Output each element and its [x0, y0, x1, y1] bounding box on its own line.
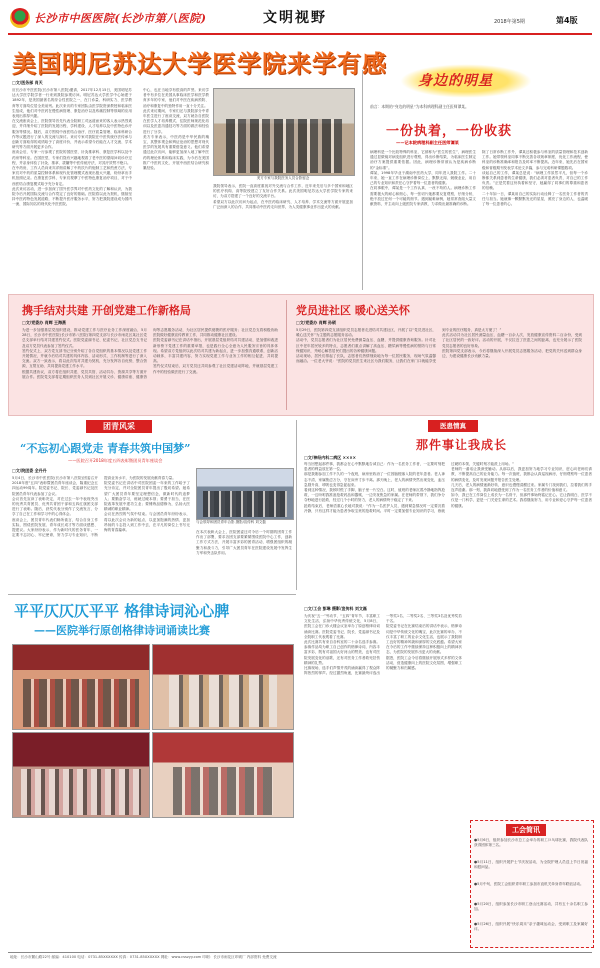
poetry-body: 为庆祝“五一”劳动节、“五四”青年节，丰富职工文化生活，弘扬中华优秀传统文化，5月8日，医院工会在门诊大楼会议室举办了原创格律诗词诵读比赛。医院党委书记、院长、党委副书记及全院职工代表观看了比赛。 此次比赛共有来自各科室的二十余名选手参赛。参赛作品均为职工自己创作的格律诗词，内容丰富多彩，既有对祖国大好河山的赞美，也有对医院发展变化的讴歌，还有对医务工作者救死扶伤精神的礼赞。 比赛现场，选手们声情并茂的诵读赢得了观众阵阵热烈的掌声。经过激烈角逐，比赛最终评选出一等奖1名、二等奖2名、三等奖3名及优秀奖若干名。 院党委书记在比赛结束后的讲话中表示，格律诗词是中华传统文化的瑰宝，此次比赛的举办，不仅丰富了职工的业余文化生活，也展示了我院职工良好的精神风貌和深厚的文化底蕴。希望大家在今后的工作中继续保持这种积极向上的精神状态，为医院的发展作出更大的贡献。 据悉，医院工会今后将继续开展形式多样的文体活动，营造健康向上的医院文化氛围，增强职工的凝聚力和归属感。: [304, 614, 462, 676]
star-subtitle: ——记本院病理科副主任医师谭某: [396, 140, 459, 145]
youth-title: “不忘初心跟党走 青春共筑中国梦”: [20, 442, 191, 455]
lead-body-col3: 我院领导表示，医院一直高度重视对外交流与合作工作，近年来先后与多个国家和地区的医疗机构、高等院校建立了友好合作关系。此次美国明尼苏达大学医学院专家的来访，为双方搭建了一个良好的交流平台。 希望双方以此次访问为起点，在中医药临床研究、人才培养、学术交流等方面开展更加广泛而深入的合作，共同推动中医药走向世界，为人类健康事业作出更大的贡献。: [213, 184, 353, 209]
story-title: 那件事让我成长: [416, 438, 508, 452]
podium-silhouettes: [173, 767, 273, 815]
header-rule: [8, 33, 592, 35]
story-byline: □文/神经内科二病区 ××××: [304, 455, 357, 460]
people-silhouettes: [226, 119, 342, 173]
youth-photo: [196, 468, 294, 520]
section-rule: [8, 594, 296, 595]
story-body: 每当回想起那件事，我都会在心中默默地告诫自己：作为一名医务工作者，一定要时刻把患者的利益放在第一位。 那是我刚参加工作不久的一个夜班，病房里收治了一位因脑梗塞入院的老年患者。老人神志不清，家属焦虑万分，守在床旁寸步不离。那天晚上，老人的病情突然出现变化，血压急剧升高，呼吸也变得急促起来。 看到这种情况，我顿时慌了手脚，脑子里一片空白。这时，值班的老师沉着冷静地指挥抢救，一边吩咐我准备抢救药品和器械，一边安抚焦急的家属。在老师的带领下，我们争分夺秒地进行抢救，经过几个小时的努力，老人的病情终于稳定了下来。 抢救结束后，老师语重心长地对我说：“作为一名医护人员，遇到紧急情况时一定要沉着冷静，只有这样才能为患者争取宝贵的抢救时间。平时一定要加强专业知识的学习，练就过硬的本领，关键时刻才能派上用场。” 老师的一番话让我深受触动。从那以后，我更加努力地学习专业知识，虚心向老师们请教，不断提高自己的业务能力。每一次值班，我都会认真巡视病房，仔细观察每一位患者的病情变化，及时发现问题并报告医生处理。 几天后，老人的病情逐渐好转，意识也慢慢清醒过来。家属专门找到我们，拉着我们的手连声道谢。那一刻，我真切地感受到了作为一名医务工作者的价值和意义。 如今，我已在工作岗位上成长为一名骨干，但那件事始终铭记在心。它让我明白，医学不仅是一门科学，更是一门关爱生命的艺术。我将继续努力，用专业和爱心守护每一位患者的健康。: [304, 462, 592, 513]
lead-body-col1: 应长沙市中医医院(长沙市第八医院)邀请，2017年12月15日，美国明尼苏达大学医学院学者一行来到我院参观访问。明尼苏达大学医学中心始建于1892年，是美国最著名的综合性医院之一，在门诊量、科研实力、医学教育等方面均位居全美前列。此次来访的专家团队由医学院资深教授和临床医生组成，他们对中医药在慢性病管理、康复治疗以及疼痛控制等领域的应用表现出浓厚兴趣。 在交流座谈会上，医院领导首先代表全院职工对远道而来的客人表示热烈欢迎，并详细介绍了医院的发展历程、学科建设、人才培养以及中医特色诊疗服务等情况。随后，双方围绕中西医结合治疗、医疗质量管理、临床科研合作等议题进行了深入的交流与探讨。来访专家对我院在中医传统疗法传承与创新方面取得的成绩给予了高度评价，并表示希望今后能在人才交流、学术研究等方面开展更多合作。 座谈会后，专家一行参观了医院的国医堂、针灸推拿科、康复医学科以及中药房等科室。在国医堂，专家们饶有兴趣地观看了老中医的望闻问切诊疗过程，并亲身体验了针灸、推拿、拔罐等中医传统疗法，对其疗效赞不绝口。 在中药房，工作人员向来宾详细讲解了中药饮片的炮制工艺和煎煮方法，专家们对中药的质量控制体系和现代化管理模式表现出极大兴趣，纷纷拿出手机拍照记录。在康复医学科，专家们观摩了中医特色康复治疗项目，对于中西医结合康复模式给予充分肯定。 此次来访活动，进一步加深了国外医学界对中医药文化的了解和认识，为我院今后开展国际交流与合作奠定了良好的基础。医院将以此为契机，继续坚持中医药特色发展道路，不断提升医疗服务水平，努力把我院建设成为国内一流、国际知名的现代化中医医院。: [12, 88, 132, 207]
poetry-subtitle: ——医院举行原创格律诗词诵读比赛: [34, 624, 210, 637]
issue-number: 2018年第5期: [494, 19, 525, 25]
lead-title: 美国明尼苏达大学医学院来学有感: [12, 49, 387, 78]
lead-byline: □文/医务部 肖天: [12, 80, 43, 85]
mid-left-body: 为进一步加强基层党组织建设，推动党建工作与医疗业务工作深度融合，5月28日，长沙市中医医院(长沙市第八医院)第四党支部与长沙市雨花区某社区党总支部举行结对共建签约仪式。医院党委副书记、纪委书记，社区党总支书记及双方党员代表参加了签约仪式。 签约仪式上，双方党支部书记分别介绍了各自党组织的基本情况以及党建工作开展情况，并就今后结对共建的具体内容、活动形式、工作机制等进行了深入交流。双方一致表示，将以此次结对共建为契机，充分发挥各自优势，整合资源，互帮互助，共同提高党建工作水平。 根据共建协议，双方将在组织共建、党员共管、活动共办、资源共享等方面开展合作。医院党支部将定期组织医务人员到社区开展义诊、健康讲座、健康咨询等志愿服务活动，为社区居民提供便捷的医疗服务；社区党总支将积极协助医院做好健康宣传教育工作，共同推动健康社区建设。 医院党委副书记在讲话中指出，开展基层党组织结对共建活动，是加强和改进新形势下党建工作的重要举措，也是践行全心全意为人民服务宗旨的具体体现。希望双方党组织以此次结对共建为新起点，进一步加强沟通联系，创新活动载体，丰富共建内容，努力实现党建工作与业务工作的相互促进、共同提高。 签约仪式结束后，双方党员还共同参观了社区党建活动阵地，并就基层党建工作中的经验做法进行了交流。: [22, 328, 278, 379]
info-box-title: 工会简讯: [506, 824, 546, 836]
lead-photo-caption: 美方专家与我院医务人员合影留念: [256, 176, 310, 180]
mid-left-byline: □文/党委办 肖辉 王海燕: [22, 320, 67, 325]
mid-divider: [286, 300, 287, 410]
youth-body2: 在本次表彰大会上，医院团委还对今后一个时期的团青工作作出了部署，要求各团支部要紧紧围绕医院中心工作，创新工作方式方法，开展丰富多彩的团青活动，增强团组织的凝聚力和战斗力，引导广大团员青年在医院建设发展中发挥生力军和突击队作用。: [196, 530, 292, 555]
lead-body-col2: 中心，也在当地享有很高的声誉。来访学者中有多位在美国从事临床医学和医学教育多年的专家，他们对中医在疾病预防、治疗和康复中的独特作用一直十分关注。 此次来访期间，专家们还与我院部分中青年医生进行了座谈交流，双方就各自医院在医学人才培养模式、住院医师规范化培训以及医患沟通技巧等方面的做法和经验进行了分享。 美方专家表示，中医药是中华民族的瑰宝，其整体观念和辨证论治的思想对现代医学的发展具有重要借鉴意义。他们希望通过此次访问，能够更加深入地了解中医药的理论体系和临床实践，为今后在美国推广中医药文化、开展中西医结合研究积累经验。: [143, 88, 209, 171]
poetry-title: 平平仄仄仄平平 格律诗词沁心脾: [14, 602, 230, 620]
column-divider: [296, 420, 297, 590]
info-item-5: ●5月26日，组织开展“快乐周末”亲子趣味运动会，受到职工及家属好评。: [474, 922, 588, 932]
hospital-logo-icon: [10, 8, 30, 28]
masthead: [8, 4, 592, 32]
performer-silhouettes: [169, 675, 277, 727]
star-lead-line: 前言：本期的“身边的明星”为本科病理科副主任医师谭某。: [370, 104, 469, 109]
poetry-photo-3: [12, 732, 150, 818]
mid-right-title: 党员进社区 暖心送关怀: [296, 304, 410, 317]
poetry-photo-1: [12, 644, 150, 730]
page-number: 第4版: [556, 16, 578, 25]
star-body: 病理科是一个比较特殊的科室，它被称为“医生的医生”，病理医生通过显微镜对病变组织进行观察，得出诊断结果，为临床医生制定治疗方案提供重要依据。因此，病理诊断常被认为是疾病诊断的“金标准”。 谭某，1998年毕业于湖南中医药大学，同年进入我院工作。二十年来，她一直工作在病理诊断岗位上，默默无闻、兢兢业业，用自己的专业知识和责任心守护着每一位患者的健康。 在同事眼中，谭某是一个工作认真、一丝不苟的人。病理诊断工作需要极大的耐心和细心，每一张切片她都要反复观察，仔细分析，绝不放过任何一个可疑的细节。遇到疑难病例，她常常查阅大量文献资料，并主动向上级医院专家请教，力求做出最准确的诊断。 除了日常诊断工作外，谭某还积极参与科室的质量管理和技术创新工作。她带领科室同事不断完善各项规章制度，优化工作流程，使科室的诊断准确率和报告及时率不断提高。近年来，她先后在国家级和省级期刊发表学术论文多篇，参与完成科研课题数项。 谈起自己的工作，谭某总是说：“病理工作虽然平凡，但每一个诊断都关系到患者的生命健康，我们必须对患者负责，对自己的工作负责。”正是凭着这份执着和坚守，她赢得了同事们的尊重和患者的信赖。 二十年如一日，谭某用自己的实际行动诠释了一名医务工作者的责任与担当。她就像一颗默默发光的星星，照亮了身边的人，也温暖了每一位患者的心。: [370, 150, 588, 207]
lead-photo: [213, 88, 355, 176]
youth-byline: □文/院团委 全丹丹: [12, 468, 47, 473]
poetry-photo-4: [152, 732, 294, 818]
poetry-photo-2: [152, 644, 294, 730]
youth-body: 5月4日，长沙市中医医院(长沙市第八医院)团委召开2018年度“五四”表彰暨团员青年座谈会，隆重纪念五四运动99周年。院党委书记、院长、党委副书记及医院团员青年代表参加了会议。 会议首先宣读了表彰决定，对在过去一年中表现突出的优秀共青团员、优秀共青团干部和五四红旗团支部进行了表彰。随后，获奖代表分别作了交流发言，分享了自己在工作和学习中的心得体会。 座谈会上，团员青年代表们畅所欲言，结合自身工作实际，围绕医院发展、青年成长成才等方面谈感想、提建议。大家纷纷表示，作为新时代的医务青年，一定要不忘初心、牢记使命，努力学习专业知识，不断提高业务水平，为医院的发展贡献青春力量。 院党委书记在讲话中对医院团委一年来的工作给予了充分肯定，并对全院团员青年提出了殷切希望。她希望广大团员青年要坚定理想信念，做新时代的追梦人；要勤奋学习，练就过硬本领；要勇于担当，在医院改革发展中建功立业；要锤炼品德修为，弘扬大医精诚的职业精神。 会议在热烈的气氛中结束。与会团员青年纷纷表示，将以此次会议为新的起点，以更加饱满的热情、更加昂扬的斗志投入到工作中去，在平凡的岗位上书写无悔的青春篇章。: [12, 476, 190, 538]
mid-left-title: 携手结对共建 开创党建工作新格局: [22, 304, 191, 317]
footer-rule: [8, 952, 592, 953]
info-item-3: ●5月中旬，医院工会组织青年职工参加市直机关单身青年联谊活动。: [474, 882, 584, 886]
column-divider: [362, 70, 363, 290]
youth-subtitle: ——医院召开2018年度五四表彰暨团员青年座谈会: [68, 458, 163, 463]
mid-right-body: 5月29日，医院第四党支部组织党员志愿者走进结对共建社区，开展了以“党员进社区，暖心送关怀”为主题的志愿服务活动。 活动中，党员志愿者们为社区居民免费测量血压、血糖，并提供健康咨询服务。针对社区中老年居民较多的特点，志愿者们重点讲解了高血压、糖尿病等慢性病的预防与日常保健知识，并耐心解答居民们提出的各种健康问题。 活动现场，居民们排起了长队，志愿者们热情细致地为每一位居民服务，现场气氛温馨而融洽。一位老大爷说：“医院的党员医生来社区为我们服务，让我们在家门口就能享受到专业的医疗服务，真是太方便了！” 此次活动共为社区居民测量血压、血糖一百余人次，发放健康宣传资料二百余份，受到了社区居民的一致好评。活动的开展，不仅拉近了医患之间的距离，也充分展示了医院党员志愿者的良好形象。 医院第四党支部表示，今后将继续深入开展党员志愿服务活动，把党的关怀送到群众身边，为建设健康长沙贡献力量。: [296, 328, 582, 364]
youth-photo-caption: 与会领导和团员青年合影 摄影/宣传科 刘文磊: [196, 520, 266, 524]
story-tag: 医患情真: [428, 420, 478, 432]
stage-silhouettes: [23, 679, 139, 727]
info-item-1: ●5月6日，组织参加长沙市总工会举办的职工乒乓球比赛，我院代表队获得团体第三名。: [474, 838, 588, 848]
poetry-byline: □文/工会 彭琳 摄影/宣传科 刘文磊: [304, 606, 367, 611]
star-title: 一份执着，一份收获: [386, 124, 513, 139]
mid-right-byline: □文/党委办 肖辉 孙硕: [296, 320, 337, 325]
info-item-2: ●5月11日，组织开展护士节庆祝活动，为全院护理人员送上节日祝福和慰问品。: [474, 860, 588, 870]
section-title: 文明视野: [263, 10, 327, 26]
group-silhouettes: [203, 491, 287, 517]
hospital-name: 长沙市中医医院(长沙市第八医院): [34, 12, 207, 25]
footer-info: 地址：长沙市麓山路22号 邮编：410100 电话：0731-85XXXXXX 传真：0731-85XXXXXX 网址：www.csszyy.com 印刷：长沙市雨花区印刷厂 内部资料 免费交流: [10, 955, 277, 959]
info-item-4: ●5月20日，组织参加长沙市职工登山比赛活动，共有五十余名职工参加。: [474, 902, 588, 912]
group-silhouettes: [21, 769, 141, 815]
youth-tag: 团青风采: [86, 420, 152, 433]
star-label: 身边的明星: [418, 73, 493, 89]
